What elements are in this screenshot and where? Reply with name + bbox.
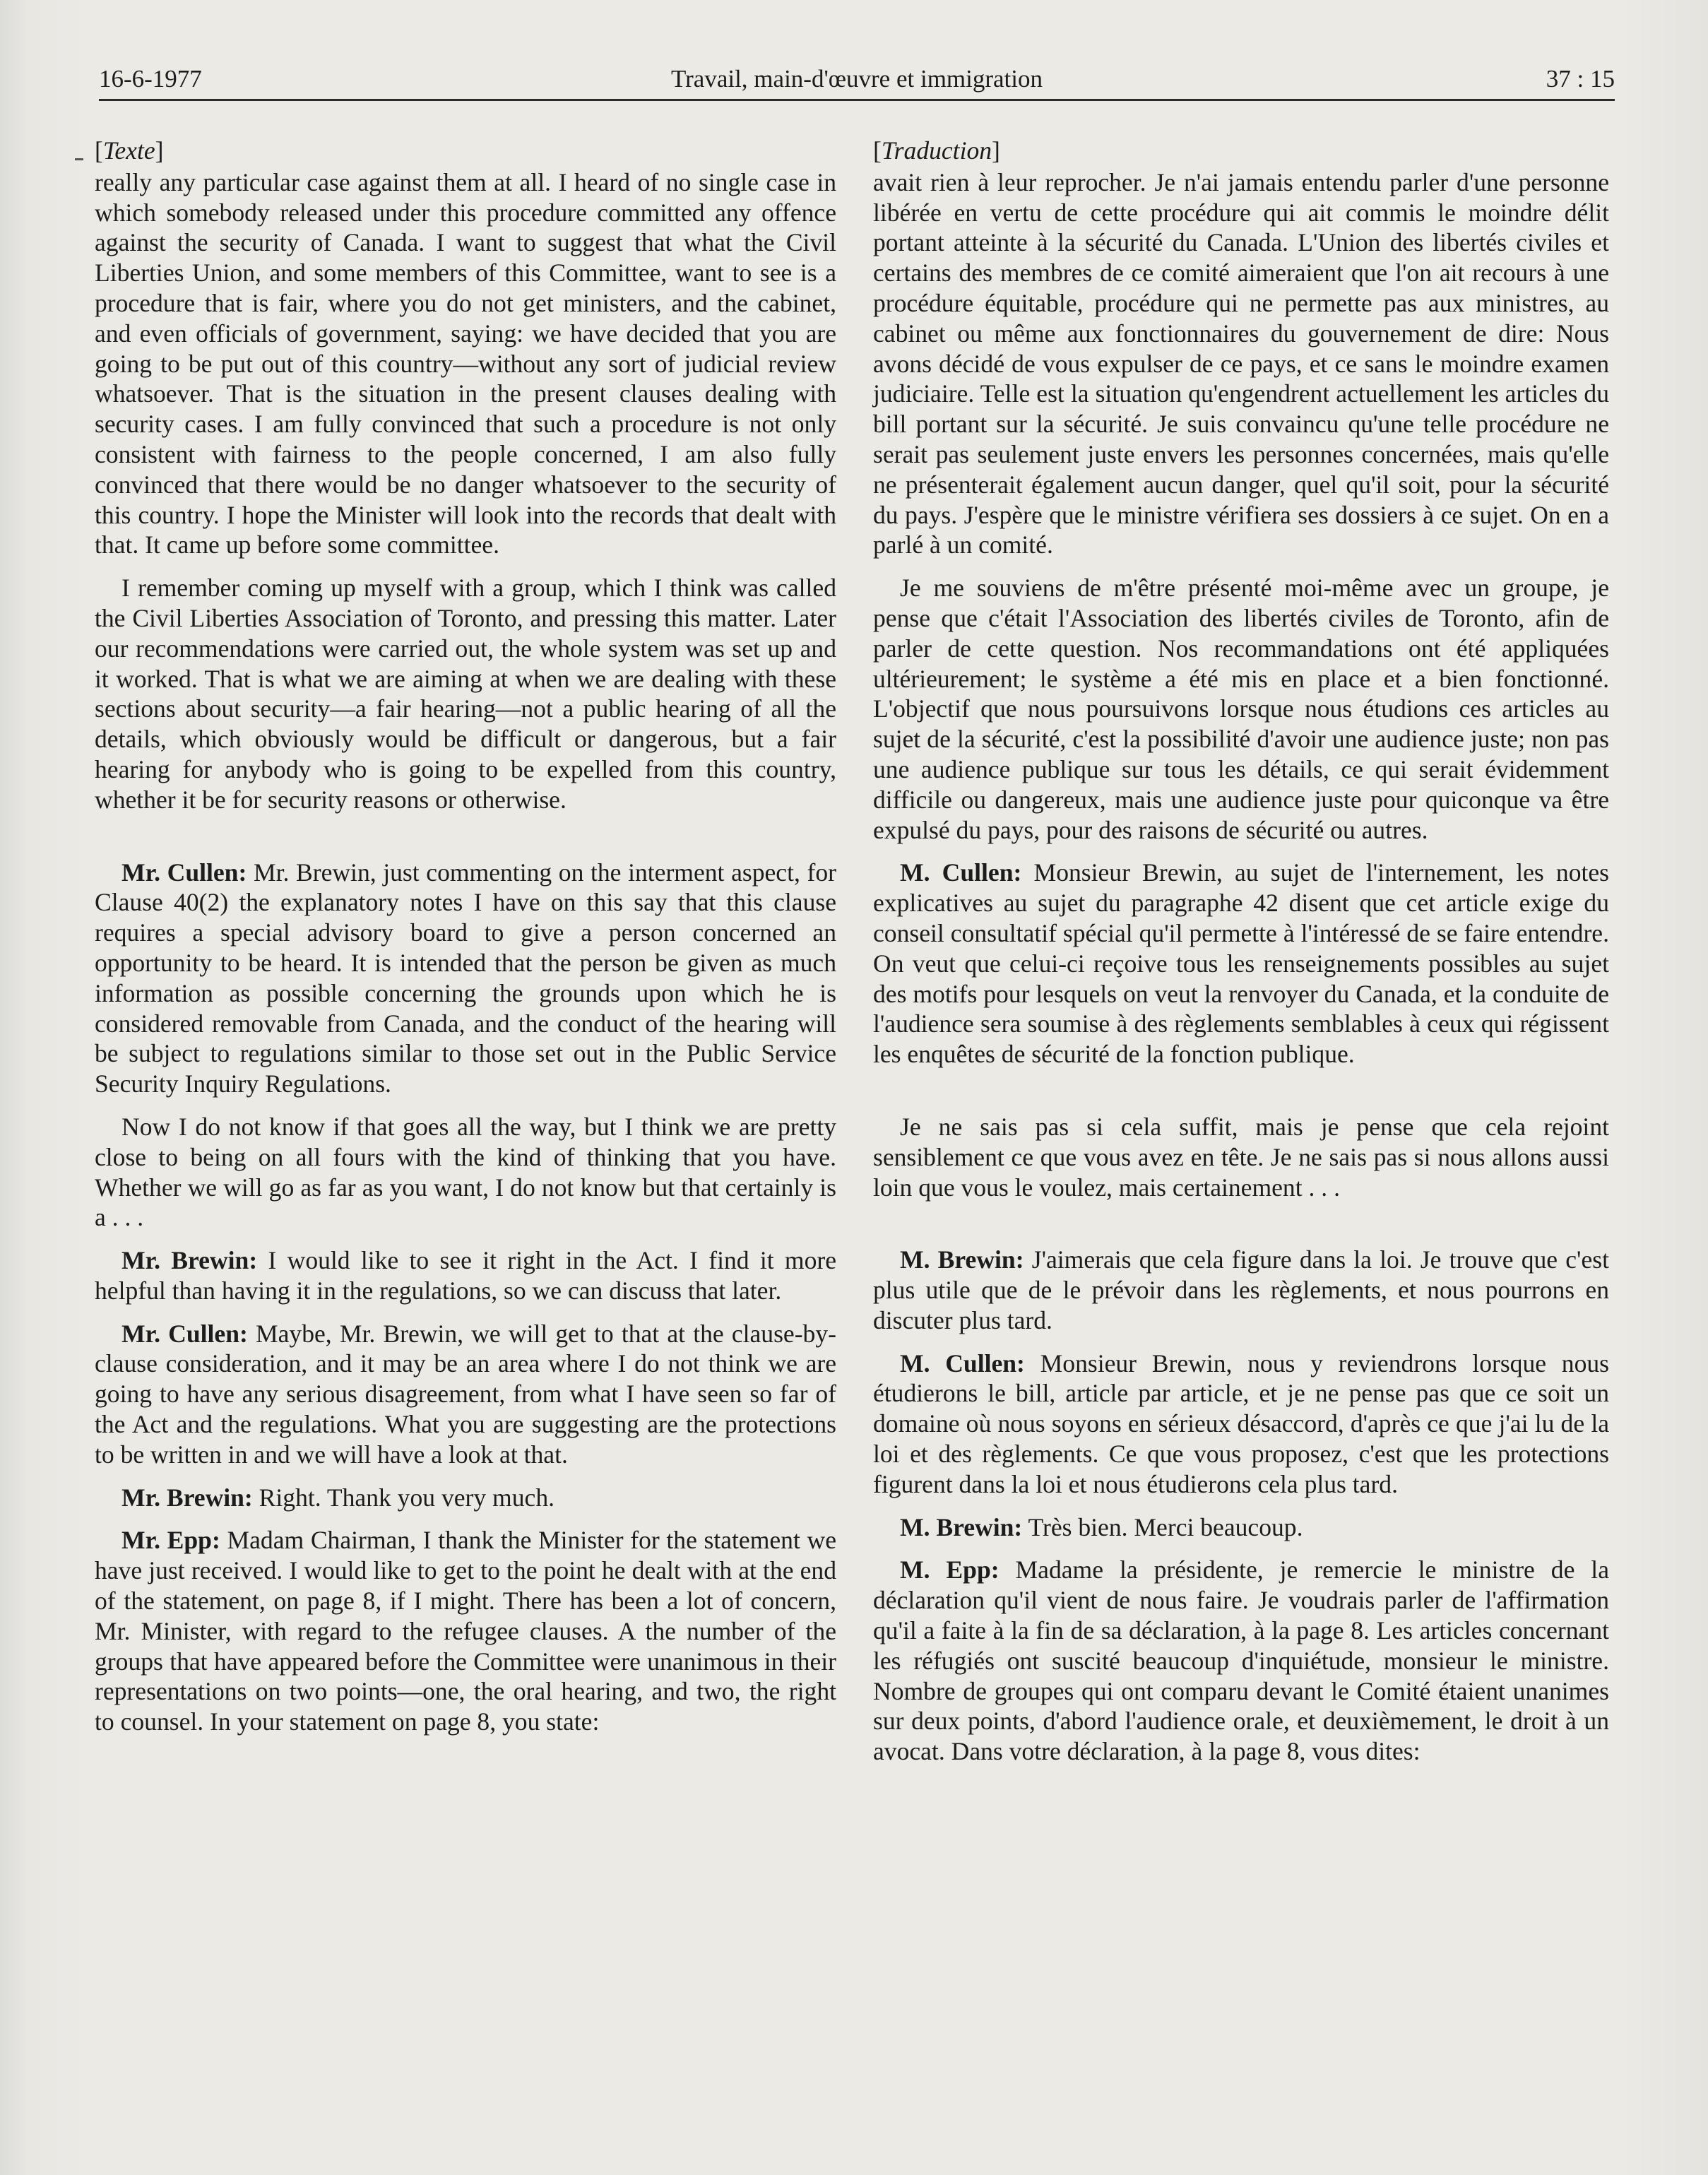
paragraph: M. Brewin: J'aimerais que cela figure dans la loi. Je trouve que c'est plus utile que de le prévoir dans les règlements, et nous pourrons en discuter plus tard.	[873, 1245, 1609, 1334]
header-title: Travail, main-d'œuvre et immigration	[670, 65, 1043, 93]
margin-mark	[75, 158, 83, 160]
paragraph: M. Cullen: Monsieur Brewin, au sujet de l'internement, les notes explicatives au sujet du paragraphe 42 disent que cet article exige du conseil consultatif spécial qu'il permette à l'intéressé de se faire entendre. On veut que celui-ci reçoive tous les renseignements possibles au sujet des motifs pour lesquels on veut la renvoyer du Canada, et la conduite de l'audience sera soumise à des règlements semblables à ceux qui régissent les enquêtes de sécurité de la fonction publique.	[873, 858, 1610, 1069]
column-tag: [Texte]	[95, 136, 164, 165]
paragraph: Mr. Cullen: Mr. Brewin, just commenting on the interment aspect, for Clause 40(2) the explanatory notes I have on this say that this clause requires a special advisory board to give a person concerned an opportunity to be heard. It is intended that the person be given as much information as possible concerning the grounds upon which he is considered removable from Canada, and the conduct of the hearing will be subject to regulations similar to those set out in the Public Service Security Inquiry Regulations.	[95, 858, 836, 1098]
speaker-name: Mr. Cullen:	[121, 858, 247, 887]
paragraph: M. Cullen: Monsieur Brewin, nous y reviendrons lorsque nous étudierons le bill, article par article, et je ne pense pas que ce soit un domaine où nous soyons en sérieux désaccord, d'après ce que j'ai lu de la loi et des règlements. Ce que vous proposez, c'est que les protections figurent dans la loi et nous étudierons cela plus tard.	[873, 1349, 1610, 1498]
page-header	[99, 65, 1615, 101]
paragraph: Je me souviens de m'être présenté moi-même avec un groupe, je pense que c'était l'Association des libertés civiles de Toronto, afin de parler de cette question. Nos recommandations ont été appliquées ultérieurement; le système a été mis en place et a bien fonctionné. L'objectif que nous poursuivons lorsque nous étudions ces articles au sujet de la sécurité, c'est la possibilité d'avoir une audience juste; non pas une audience publique sur tous les détails, ce qui serait évidemment difficile ou dangereux, mais une audience juste pour quiconque va être expulsé du pays, pour des raisons de sécurité ou autres.	[873, 574, 1609, 844]
speaker-name: M. Cullen:	[900, 1349, 1025, 1377]
paragraph: Now I do not know if that goes all the way, but I think we are pretty close to being on all fours with the kind of thinking that you have. Whether we will go as far as you want, I do not know but that certainly is a . . .	[95, 1112, 836, 1232]
paragraph: Mr. Brewin: I would like to see it right in the Act. I find it more helpful than having it in the regulations, so we can discuss that later.	[95, 1246, 837, 1305]
header-date: 16-6-1977	[99, 65, 202, 93]
paragraph: Mr. Epp: Madam Chairman, I thank the Minister for the statement we have just received. I would like to get to the point he dealt with at the end of the statement, on page 8, if I might. There has been a lot of concern, Mr. Minister, with regard to the refugee clauses. A the number of the groups that have appeared before the Committee were unanimous in their representations on two points—one, the oral hearing, and two, the right to counsel. In your statement on page 8, you state:	[95, 1526, 837, 1736]
header-page-number: 37 : 15	[1546, 65, 1615, 93]
paragraph: Mr. Brewin: Right. Thank you very much.	[121, 1483, 554, 1512]
paragraph: Je ne sais pas si cela suffit, mais je pense que cela rejoint sensiblement ce que vous avez en tête. Je ne sais pas si nous allons aussi loin que vous le voulez, mais certainement . . .	[873, 1112, 1609, 1202]
french-column	[873, 136, 1609, 1767]
english-column	[95, 136, 836, 1737]
paragraph: really any particular case against them at all. I heard of no single case in which somebody released under this procedure committed any offence against the security of Canada. I want to suggest that what the Civil Liberties Union, and some members of this Committee, want to see is a procedure that is fair, where you do not get ministers, and the cabinet, and even officials of government, saying: we have decided that you are going to be put out of this country—without any sort of judicial review whatsoever. That is the situation in the present clauses dealing with security cases. I am fully convinced that such a procedure is not only consistent with fairness to the people concerned, I am also fully convinced that there would be no danger whatsoever to the security of this country. I hope the Minister will look into the records that dealt with that. It came up before some committee.	[95, 167, 836, 559]
paragraph: M. Brewin: Très bien. Merci beaucoup.	[900, 1512, 1303, 1541]
speaker-name: Mr. Cullen:	[121, 1319, 248, 1348]
speaker-name: M. Brewin:	[900, 1245, 1024, 1274]
paragraph: Mr. Cullen: Maybe, Mr. Brewin, we will get to that at the clause-by-clause consideration, and it may be an area where I do not think we are going to have any serious disagreement, from what I have seen so far of the Act and the regulations. What you are suggesting are the protections to be written in and we will have a look at that.	[95, 1319, 836, 1469]
speaker-name: M. Cullen:	[900, 858, 1022, 887]
paragraph: M. Epp: Madame la présidente, je remercie le ministre de la déclaration qu'il vient de nous faire. Je voudrais parler de l'affirmation qu'il a faite à la fin de sa déclaration, à la page 8. Les articles concernant les réfugiés ont suscité beaucoup d'inquiétude, monsieur le ministre. Nombre de groupes qui ont comparu devant le Comité étaient unanimes sur deux points, d'abord l'audience orale, et deuxièmement, le droit à un avocat. Dans votre déclaration, à la page 8, vous dites:	[873, 1555, 1609, 1766]
speaker-name: Mr. Brewin:	[121, 1246, 258, 1275]
paragraph: I remember coming up myself with a group, which I think was called the Civil Liberties Association of Toronto, and pressing this matter. Later our recommendations were carried out, the whole system was set up and it worked. That is what we are aiming at when we are dealing with these sections about security—a fair hearing—not a public hearing of all the details, which obviously would be difficult or dangerous, but a fair hearing for anybody who is going to be expelled from this country, whether it be for security reasons or otherwise.	[95, 574, 836, 814]
speaker-name: Mr. Epp:	[121, 1526, 220, 1555]
paragraph: avait rien à leur reprocher. Je n'ai jamais entendu parler d'une personne libérée en vertu de cette procédure qui ait commis le moindre délit portant atteinte à la sécurité du Canada. L'Union des libertés civiles et certains des membres de ce comité aimeraient que l'on ait recours à une procédure équitable, procédure qui ne permette pas aux ministres, au cabinet ou même aux fonctionnaires du gouvernement de dire: Nous avons décidé de vous expulser de ce pays, et ce sans le moindre examen judiciaire. Telle est la situation qu'engendrent actuellement les articles du bill portant sur la sécurité. Je suis convaincu qu'une telle procédure ne serait pas seulement juste envers les personnes concernées, mais qu'elle ne présenterait également aucun danger, quel qu'il soit, pour la sécurité du pays. J'espère que le ministre vérifiera ses dossiers à ce sujet. On en a parlé à un comité.	[873, 167, 1609, 559]
speaker-name: Mr. Brewin:	[121, 1483, 253, 1512]
column-tag: [Traduction]	[873, 136, 1000, 165]
speaker-name: M. Epp:	[900, 1555, 1000, 1584]
speaker-name: M. Brewin:	[900, 1512, 1023, 1541]
